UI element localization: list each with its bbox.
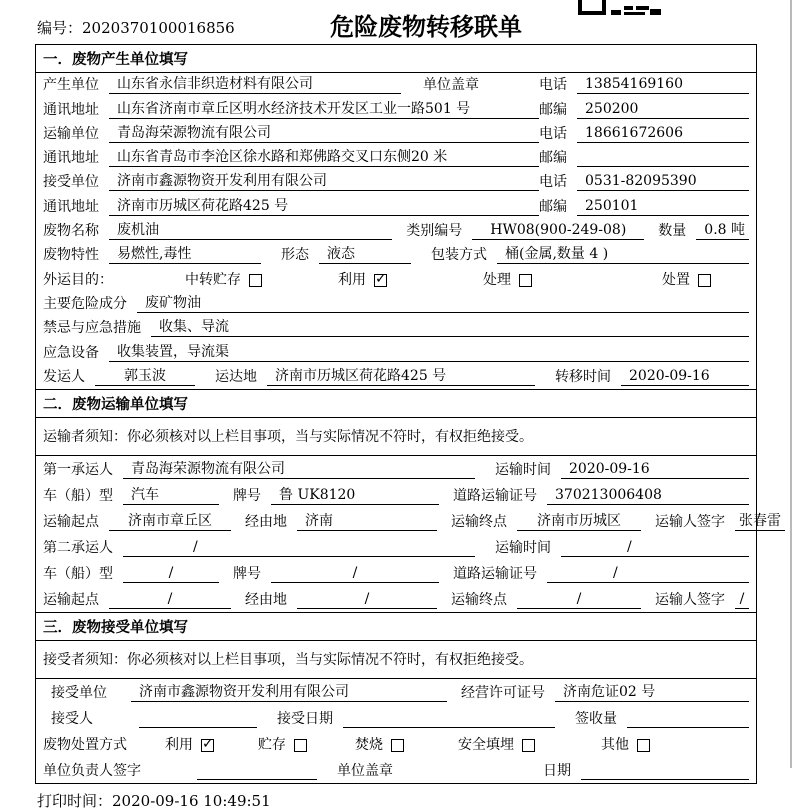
purpose-utilize-checkbox xyxy=(374,274,387,287)
vehicle-type-label: 车（船）型 xyxy=(43,487,113,504)
receiver-unit-row xyxy=(36,170,756,194)
plate-label: 牌号 xyxy=(233,487,261,504)
waste-qty-value: 0.8 吨 xyxy=(696,222,749,240)
disposal-method-row xyxy=(36,731,756,757)
purpose-option-utilize xyxy=(338,272,387,289)
waste-traits-row xyxy=(36,243,756,267)
receipt-qty-label: 签收量 xyxy=(575,710,617,727)
sign-date-value xyxy=(581,762,749,780)
accept-date-label: 接受日期 xyxy=(277,710,333,727)
transfer-purpose-label: 外运目的： xyxy=(43,271,113,288)
disposal-option-landfill xyxy=(458,737,535,754)
carrier-sign-value: 张春雷 xyxy=(735,513,785,531)
waste-form-label: 形态 xyxy=(281,247,309,264)
waste-traits-label: 废物特性 xyxy=(43,247,99,264)
road-permit-2-label: 道路运输证号 xyxy=(453,565,537,582)
disposal-option-incinerate xyxy=(355,737,404,754)
receiver-phone-value: 0531-82095390 xyxy=(577,173,749,191)
disposal-landfill-checkbox xyxy=(522,739,535,752)
producer-phone-label: 电话 xyxy=(539,77,567,94)
accept-person-value xyxy=(139,710,257,728)
route-end-label: 运输终点 xyxy=(451,513,507,530)
license-label: 经营许可证号 xyxy=(461,684,545,701)
destination-value: 济南市历城区荷花路425 号 xyxy=(267,368,535,386)
road-permit-label: 道路运输证号 xyxy=(453,487,537,504)
route-end-2-value: / xyxy=(517,591,641,609)
disposal-option-other-label: 其他 xyxy=(601,736,629,753)
section-producer-title: 一．废物产生单位填写 xyxy=(36,45,756,73)
producer-zip-label: 邮编 xyxy=(539,101,567,118)
purpose-dispose-checkbox xyxy=(698,274,711,287)
producer-phone-value: 13854169160 xyxy=(577,76,749,94)
section-receiver-title: 三．废物接受单位填写 xyxy=(36,613,756,641)
dispatcher-label: 发运人 xyxy=(43,368,85,385)
route-row-1 xyxy=(36,508,781,534)
transfer-purpose-row xyxy=(36,267,756,291)
hazard-components-row xyxy=(36,292,756,316)
road-permit-value: 370213006408 xyxy=(547,487,749,505)
waste-name-label: 废物名称 xyxy=(43,223,99,240)
receiver-phone-label: 电话 xyxy=(539,174,567,191)
vehicle-row-2 xyxy=(36,560,756,586)
receipt-qty-value xyxy=(627,710,749,728)
license-value: 济南危证02 号 xyxy=(555,684,749,702)
carrier-sign-2-value: / xyxy=(735,591,749,609)
unit-stamp-2-label: 单位盖章 xyxy=(337,762,393,779)
waste-pack-value: 桶(金属,数量 4 ) xyxy=(497,246,749,264)
waste-name-value: 废机油 xyxy=(109,222,392,240)
accept-person-row xyxy=(36,705,756,731)
waste-name-row xyxy=(36,219,756,243)
plate-2-label: 牌号 xyxy=(233,565,261,582)
carrier-unit-value: 青岛海荣源物流有限公司 xyxy=(109,125,539,143)
carrier-address-value: 山东省青岛市李沧区徐水路和郑佛路交叉口东侧20 米 xyxy=(109,149,539,167)
hazard-components-value: 废矿物油 xyxy=(137,295,749,313)
receiver-unit-label: 接受单位 xyxy=(43,174,99,191)
disposal-storage-checkbox xyxy=(294,739,307,752)
route-start-2-value: / xyxy=(109,591,231,609)
transport-time-2-label: 运输时间 xyxy=(495,539,551,556)
taboo-measures-label: 禁忌与应急措施 xyxy=(43,320,141,337)
disposal-method-label: 废物处置方式 xyxy=(43,736,127,753)
producer-address-label: 通讯地址 xyxy=(43,101,99,118)
carrier-sign-label: 运输人签字 xyxy=(655,513,725,530)
purpose-transit-storage-checkbox xyxy=(249,274,262,287)
responsible-sign-label: 单位负责人签字 xyxy=(43,762,141,779)
producer-label: 产生单位 xyxy=(43,77,99,94)
transport-time-2-value: / xyxy=(561,539,749,557)
producer-address-value: 山东省济南市章丘区明水经济技术开发区工业一路501 号 xyxy=(109,101,539,119)
route-start-2-label: 运输起点 xyxy=(43,591,99,608)
plate-2-value: / xyxy=(271,565,439,583)
carrier-address-label: 通讯地址 xyxy=(43,150,99,167)
serial-label: 编号： xyxy=(37,19,83,37)
print-time-label: 打印时间： xyxy=(37,791,113,810)
sign-date-label: 日期 xyxy=(543,762,571,779)
receiver-zip-value: 250101 xyxy=(577,198,749,216)
route-end-value: 济南市历城区 xyxy=(517,513,641,531)
accept-unit-row xyxy=(36,679,756,705)
receiver-address-value: 济南市历城区荷花路425 号 xyxy=(109,198,539,216)
destination-label: 运达地 xyxy=(215,368,257,385)
second-carrier-value: / xyxy=(123,539,475,557)
accept-unit-label: 接受单位 xyxy=(51,684,107,701)
carrier-address-row xyxy=(36,146,756,170)
plate-value: 鲁 UK8120 xyxy=(271,487,439,505)
producer-value: 山东省永信非织造材料有限公司 xyxy=(109,76,401,94)
disposal-option-storage-label: 贮存 xyxy=(258,736,286,753)
page-edge-line xyxy=(790,0,792,768)
page-title: 危险废物转移联单 xyxy=(330,13,522,41)
first-carrier-label: 第一承运人 xyxy=(43,461,113,478)
transport-time-label: 运输时间 xyxy=(495,461,551,478)
carrier-unit-row xyxy=(36,122,756,146)
receiver-notice: 接受者须知：你必须核对以上栏目事项，当与实际情况不符时，有权拒绝接受。 xyxy=(36,641,756,679)
first-carrier-row xyxy=(36,456,756,482)
waste-form-value: 液态 xyxy=(319,246,411,264)
disposal-other-checkbox xyxy=(637,739,650,752)
purpose-option-treat-label: 处理 xyxy=(483,271,511,288)
road-permit-2-value: / xyxy=(547,565,749,583)
transport-time-value: 2020-09-16 xyxy=(561,461,749,479)
accept-unit-value: 济南市鑫源物资开发利用有限公司 xyxy=(131,684,447,702)
print-time xyxy=(35,784,757,811)
accept-date-value xyxy=(343,710,555,728)
print-time-value: 2020-09-16 10:49:51 xyxy=(112,791,271,810)
qr-code-fragment xyxy=(578,6,662,16)
purpose-treat-checkbox xyxy=(519,274,532,287)
route-via-label: 经由地 xyxy=(245,513,287,530)
section-transport xyxy=(35,389,781,613)
transfer-time-value: 2020-09-16 xyxy=(621,368,749,386)
receiver-address-label: 通讯地址 xyxy=(43,198,99,215)
waste-category-label: 类别编号 xyxy=(406,223,463,240)
disposal-option-incinerate-label: 焚烧 xyxy=(355,736,383,753)
route-via-2-value: / xyxy=(297,591,437,609)
accept-person-label: 接受人 xyxy=(51,710,93,727)
transfer-time-label: 转移时间 xyxy=(555,368,611,385)
purpose-option-dispose xyxy=(662,272,711,289)
disposal-option-other xyxy=(601,737,650,754)
first-carrier-value: 青岛海荣源物流有限公司 xyxy=(123,461,475,479)
carrier-unit-label: 运输单位 xyxy=(43,125,99,142)
carrier-zip-label: 邮编 xyxy=(539,150,567,167)
responsible-sign-value xyxy=(197,762,317,780)
emergency-equipment-value: 收集装置，导流渠 xyxy=(109,344,749,362)
second-carrier-row xyxy=(36,534,756,560)
disposal-option-utilize-label: 利用 xyxy=(165,736,193,753)
purpose-option-transit-storage xyxy=(185,272,262,289)
producer-row xyxy=(36,73,756,97)
route-start-label: 运输起点 xyxy=(43,513,99,530)
receiver-address-row xyxy=(36,194,756,218)
receiver-unit-value: 济南市鑫源物资开发利用有限公司 xyxy=(109,173,539,191)
waste-pack-label: 包装方式 xyxy=(431,247,487,264)
purpose-option-dispose-label: 处置 xyxy=(662,271,690,288)
vehicle-row-1 xyxy=(36,482,756,508)
disposal-option-landfill-label: 安全填埋 xyxy=(458,736,514,753)
hazard-components-label: 主要危险成分 xyxy=(43,295,127,312)
vehicle-type-value: 汽车 xyxy=(123,487,219,505)
carrier-phone-label: 电话 xyxy=(539,125,567,142)
serial-number xyxy=(37,17,235,38)
disposal-incinerate-checkbox xyxy=(391,739,404,752)
purpose-option-transit-storage-label: 中转贮存 xyxy=(185,271,241,288)
disposal-utilize-checkbox xyxy=(201,739,214,752)
purpose-option-treat xyxy=(483,272,532,289)
waste-category-value: HW08(900-249-08) xyxy=(472,222,644,240)
dispatcher-value: 郭玉波 xyxy=(95,368,195,386)
route-end-2-label: 运输终点 xyxy=(451,591,507,608)
producer-zip-value: 250200 xyxy=(577,101,749,119)
responsible-sign-row xyxy=(36,757,756,783)
route-via-2-label: 经由地 xyxy=(245,591,287,608)
purpose-option-utilize-label: 利用 xyxy=(338,271,366,288)
route-row-2 xyxy=(36,586,756,612)
vehicle-type-2-label: 车（船）型 xyxy=(43,565,113,582)
route-start-value: 济南市章丘区 xyxy=(109,513,231,531)
disposal-option-storage xyxy=(258,737,307,754)
section-producer xyxy=(35,44,757,390)
receiver-zip-label: 邮编 xyxy=(539,198,567,215)
document-header xyxy=(35,6,757,44)
carrier-phone-value: 18661672606 xyxy=(577,125,749,143)
serial-value: 2020370100016856 xyxy=(82,19,235,37)
emergency-equipment-label: 应急设备 xyxy=(43,344,99,361)
dispatch-row xyxy=(36,365,756,389)
section-receiver xyxy=(35,612,757,784)
emergency-equipment-row xyxy=(36,340,756,364)
transport-notice: 运输者须知：你必须核对以上栏目事项，当与实际情况不符时，有权拒绝接受。 xyxy=(36,418,756,456)
waste-qty-label: 数量 xyxy=(658,223,687,240)
section-transport-title: 二．废物运输单位填写 xyxy=(36,390,756,418)
taboo-measures-row xyxy=(36,316,756,340)
route-via-value: 济南 xyxy=(297,513,437,531)
producer-address-row xyxy=(36,97,756,121)
carrier-sign-2-label: 运输人签字 xyxy=(655,591,725,608)
carrier-zip-value xyxy=(577,149,749,167)
taboo-measures-value: 收集、导流 xyxy=(151,319,749,337)
unit-stamp-label: 单位盖章 xyxy=(423,77,479,94)
disposal-option-utilize xyxy=(165,737,214,754)
waste-traits-value: 易燃性,毒性 xyxy=(109,246,261,264)
second-carrier-label: 第二承运人 xyxy=(43,539,113,556)
vehicle-type-2-value: / xyxy=(123,565,219,583)
